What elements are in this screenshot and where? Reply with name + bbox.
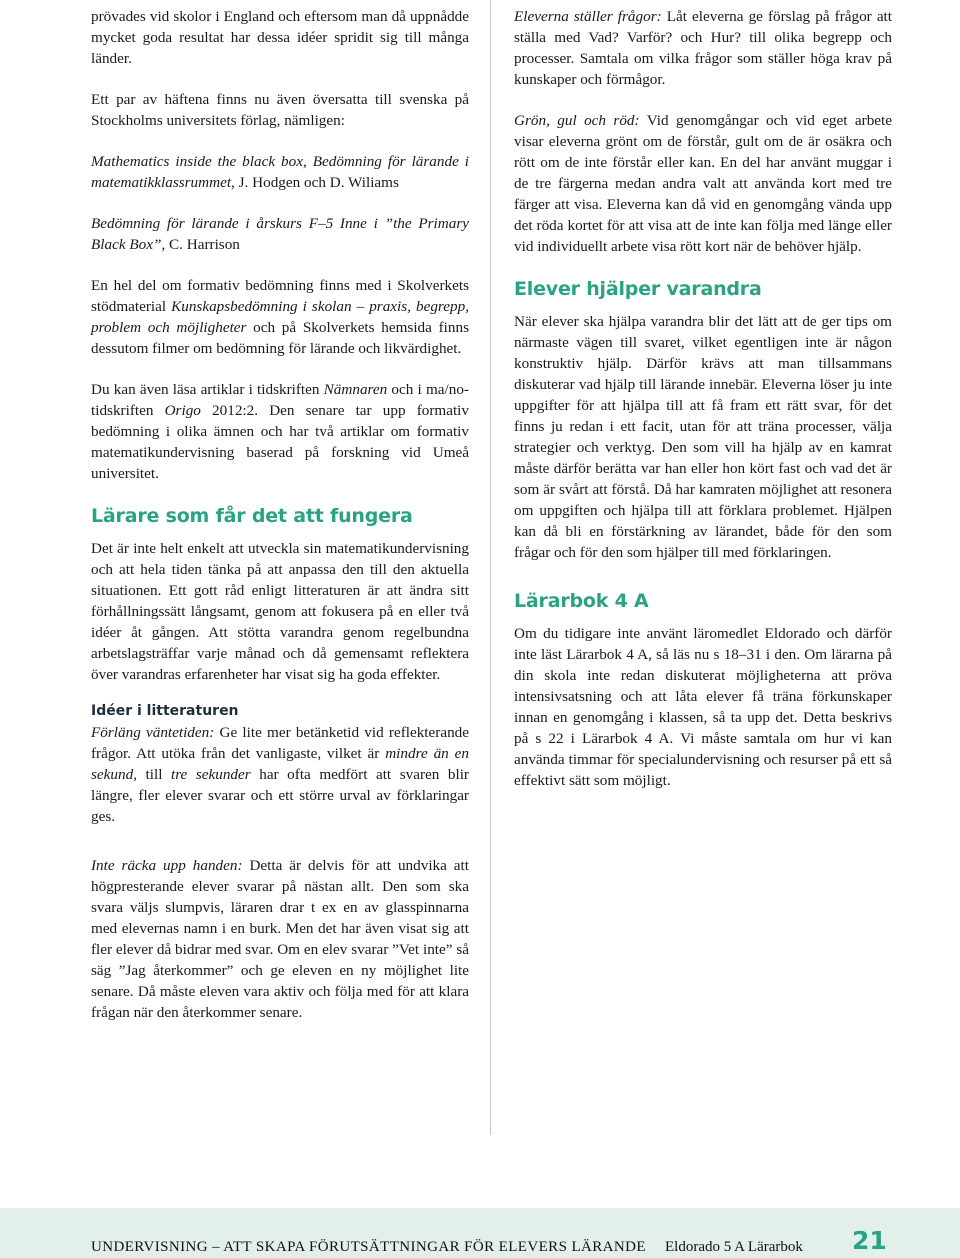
- column-divider: [490, 0, 491, 1135]
- paragraph-inte-racka-upp-handen: Inte räcka upp handen: Detta är delvis för att undvika att högpresterande elever svarar på nästan allt. Den som ska svara väljs slumpvis, läraren drar t ex en av glasspinnarna med elevernas namn i en burk. Men det har även visat sig att fler elever då bidrar med svar. Om en elev svarar ”Vet inte” så säg ”Jag återkommer” och ge eleven en ny möjlighet lite senare. Då måste eleven vara aktiv och följa med för att klara frågan när den återkommer senare.: [91, 857, 469, 1021]
- paragraph-lararbok: Om du tidigare inte använt läromedlet Eldorado och därför inte läst Lärarbok 4 A, så läs nu s 18–31 i den. Om lärarna på din skola inte redan diskuterat möjligheterna att pröva intensivsatsning och att låta elever få träna förkunskaper innan en genomgång i klassen, så ta upp det. Detta beskrivs på s 22 i Lärarbok 4 A. Vi måste samtala om hur vi kan använda timmar för specialundervisning och resurser på ett så effektivt sätt som möjligt.: [514, 625, 892, 789]
- footer-section-title: UNDERVISNING – ATT SKAPA FÖRUTSÄTTNINGAR FÖR ELEVERS LÄRANDE: [91, 1239, 646, 1255]
- paragraph-translated-booklets: Ett par av häftena finns nu även översatta till svenska på Stockholms universitets förlag, nämligen:: [91, 91, 469, 129]
- reference-author: , C. Harrison: [161, 236, 240, 253]
- paragraph-forlang-vantetiden: Förläng väntetiden: Ge lite mer betänketid vid reflekterande frågor. Att utöka från det vanligaste, vilket är mindre än en sekund, till tre sekunder har ofta medfört att svaren blir längre, fler elever svarar och ett större urval av förklaringar ges.: [91, 724, 469, 825]
- heading-lararbok-4a: Lärarbok 4 A: [514, 590, 649, 612]
- paragraph-gron-gul-rod: Grön, gul och röd: Vid genomgångar och vid eget arbete visar eleverna grönt om de förstår, gult om de är osäkra och rött om de inte förstår eller kan. En del har använt muggar i de tre färgerna medan andra valt att använda kort med tre färger att visa. Eleverna kan då vid en genomgång vända upp det röda kortet för att visa att de inte kan följa med länge eller vid individuellt arbete visa rött kort när de behöver hjälp.: [514, 112, 892, 255]
- footer-book-title: Eldorado 5 A Lärarbok: [665, 1239, 803, 1255]
- page-footer: [0, 1208, 960, 1258]
- reference-title: Bedömning för lärande i årskurs F–5 Inne i ”the Primary Black Box”: [91, 215, 469, 253]
- paragraph-intro: prövades vid skolor i England och eftersom man då uppnådde mycket goda resultat har dessa idéer spridit sig till många länder.: [91, 8, 469, 67]
- reference-hodgen-wiliams: [91, 151, 469, 193]
- paragraph-elever-hjalper: När elever ska hjälpa varandra blir det lätt att de ger tips om närmaste vägen till svaret, vilket egentligen inte är någon konstruktiv hjälp. Därför krävs att man tillsammans diskuterar vad hjälp till lärande innebär. Eleverna löser ju inte uppgifter för att hjälpa till att få fram ett rätt svar, för det finns ju redan i ett facit, utan för att träna processer, välja strategier och verktyg. Den som vill ha hjälp av en kamrat måste därför berätta var han eller hon kört fast och vad det är som är svårt att förstå. Då har kamraten möjlighet att resonera om uppgiften och hjälpa till att förklara problemet. Hjälpen kan då bli en förstärkning av lärandet, både för den som frågar och för den som hjälper till med förklaringen.: [514, 313, 892, 561]
- reference-title: Mathematics inside the black box, Bedömning för lärande i matematikklassrummet: [91, 153, 469, 191]
- subheading-ideer-i-litteraturen: Idéer i litteraturen: [91, 703, 239, 719]
- paragraph-tidskrifter: Du kan även läsa artiklar i tidskriften Nämnaren och i ma/no-tidskriften Origo 2012:2. Den senare tar upp formativ bedömning i olika ämnen och har två artiklar om formativ matematikundervisning baserad på forskning vid Umeå universitet.: [91, 381, 469, 482]
- left-column: [91, 6, 469, 1023]
- right-column: [514, 6, 892, 791]
- heading-larare-som-far-det-att-fungera: Lärare som får det att fungera: [91, 505, 413, 527]
- reference-author: , J. Hodgen och D. Wiliams: [231, 174, 399, 191]
- paragraph-larare: Det är inte helt enkelt att utveckla sin matematikundervisning och att hela tiden tänka på att anpassa den till den aktuella situationen. Ett gott råd enligt litteraturen är att ändra sitt förhållningssätt långsamt, genom att fokusera på en eller två idéer åt gången. Att stötta varandra genom regelbundna arbetslagsträffar varje månad och då gemensamt reflektera över varandras erfarenheter har visat sig ha goda effekter.: [91, 540, 469, 683]
- heading-elever-hjalper-varandra: Elever hjälper varandra: [514, 278, 762, 300]
- paragraph-eleverna-staller-fragor: Eleverna ställer frågor: Låt eleverna ge förslag på frågor att ställa med Vad? Varför? och Hur? till olika begrepp och processer. Samtala om vilka frågor som ställer höga krav på kunskaper och förmågor.: [514, 8, 892, 88]
- page-number: 21: [852, 1226, 887, 1255]
- paragraph-skolverket: En hel del om formativ bedömning finns med i Skolverkets stödmaterial Kunskapsbedömning i skolan – praxis, begrepp, problem och möjligheter och på Skolverkets hemsida finns dessutom filmer om bedömning för lärande och likvärdighet.: [91, 277, 469, 357]
- reference-harrison: [91, 213, 469, 255]
